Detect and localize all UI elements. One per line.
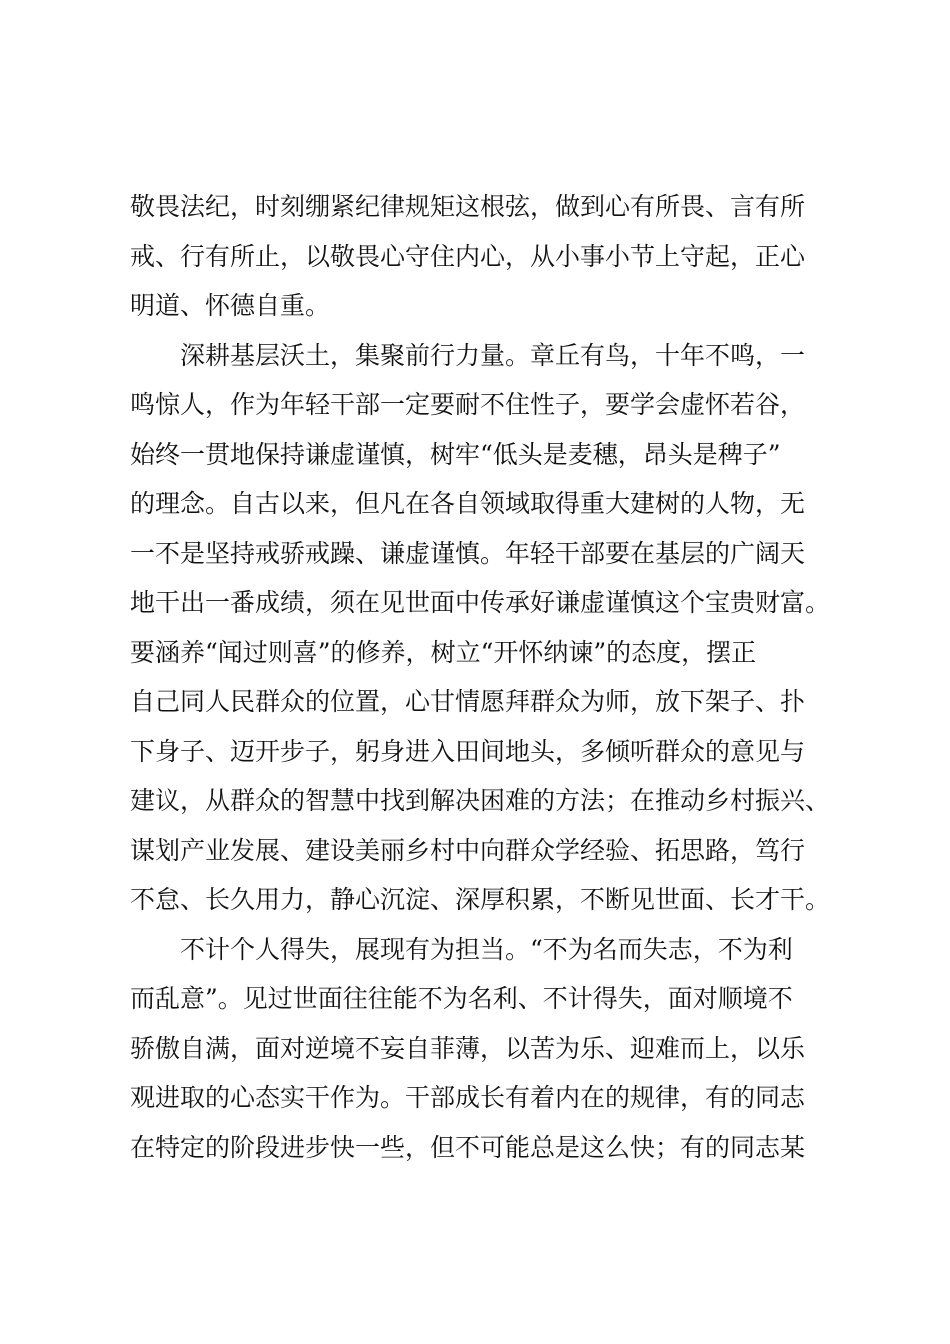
text-line: 建议，从群众的智慧中找到解决困难的方法；在推动乡村振兴、 (130, 786, 831, 815)
text-line: 敬畏法纪，时刻绷紧纪律规矩这根弦，做到心有所畏、言有所 (130, 192, 806, 221)
text-line: 始终一贯地保持谦虚谨慎，树牢“低头是麦穗，昂头是稗子” (130, 439, 781, 469)
text-line: 戒、行有所止，以敬畏心守住内心，从小事小节上守起，正心 (130, 241, 806, 271)
text-line: 谋划产业发展、建设美丽乡村中向群众学经验、拓思路，笃行 (130, 835, 806, 865)
paragraph-first-line: 深耕基层沃土，集聚前行力量。章丘有鸟，十年不鸣，一 (180, 340, 806, 370)
body-text (130, 182, 830, 1172)
text-line: 自己同人民群众的位置，心甘情愿拜群众为师，放下架子、扑 (130, 687, 806, 716)
text-line: 不怠、长久用力，静心沉淀、深厚积累，不断见世面、长才干。 (130, 885, 831, 914)
text-line: 的理念。自古以来，但凡在各自领域取得重大建树的人物，无 (130, 489, 806, 518)
text-line: 地干出一番成绩，须在见世面中传承好谦虚谨慎这个宝贵财富。 (130, 588, 831, 617)
text-line: 而乱意”。见过世面往往能不为名利、不计得失，面对顺境不 (130, 984, 793, 1013)
text-line: 一不是坚持戒骄戒躁、谦虚谨慎。年轻干部要在基层的广阔天 (130, 538, 806, 568)
text-line: 在特定的阶段进步快一些，但不可能总是这么快；有的同志某 (130, 1132, 806, 1162)
text-line: 要涵养“闻过则喜”的修养，树立“开怀纳谏”的态度，摆正 (130, 637, 757, 667)
text-line: 明道、怀德自重。 (130, 291, 331, 320)
text-line: 骄傲自满，面对逆境不妄自菲薄，以苦为乐、迎难而上，以乐 (130, 1033, 806, 1063)
text-line: 下身子、迈开步子，躬身进入田间地头，多倾听群众的意见与 (130, 736, 806, 766)
paragraph-first-line: 不计个人得失，展现有为担当。“不为名而失志，不为利 (180, 934, 793, 964)
text-line: 观进取的心态实干作为。干部成长有着内在的规律，有的同志 (130, 1083, 806, 1112)
text-line: 鸣惊人，作为年轻干部一定要耐不住性子，要学会虚怀若谷， (130, 390, 806, 419)
